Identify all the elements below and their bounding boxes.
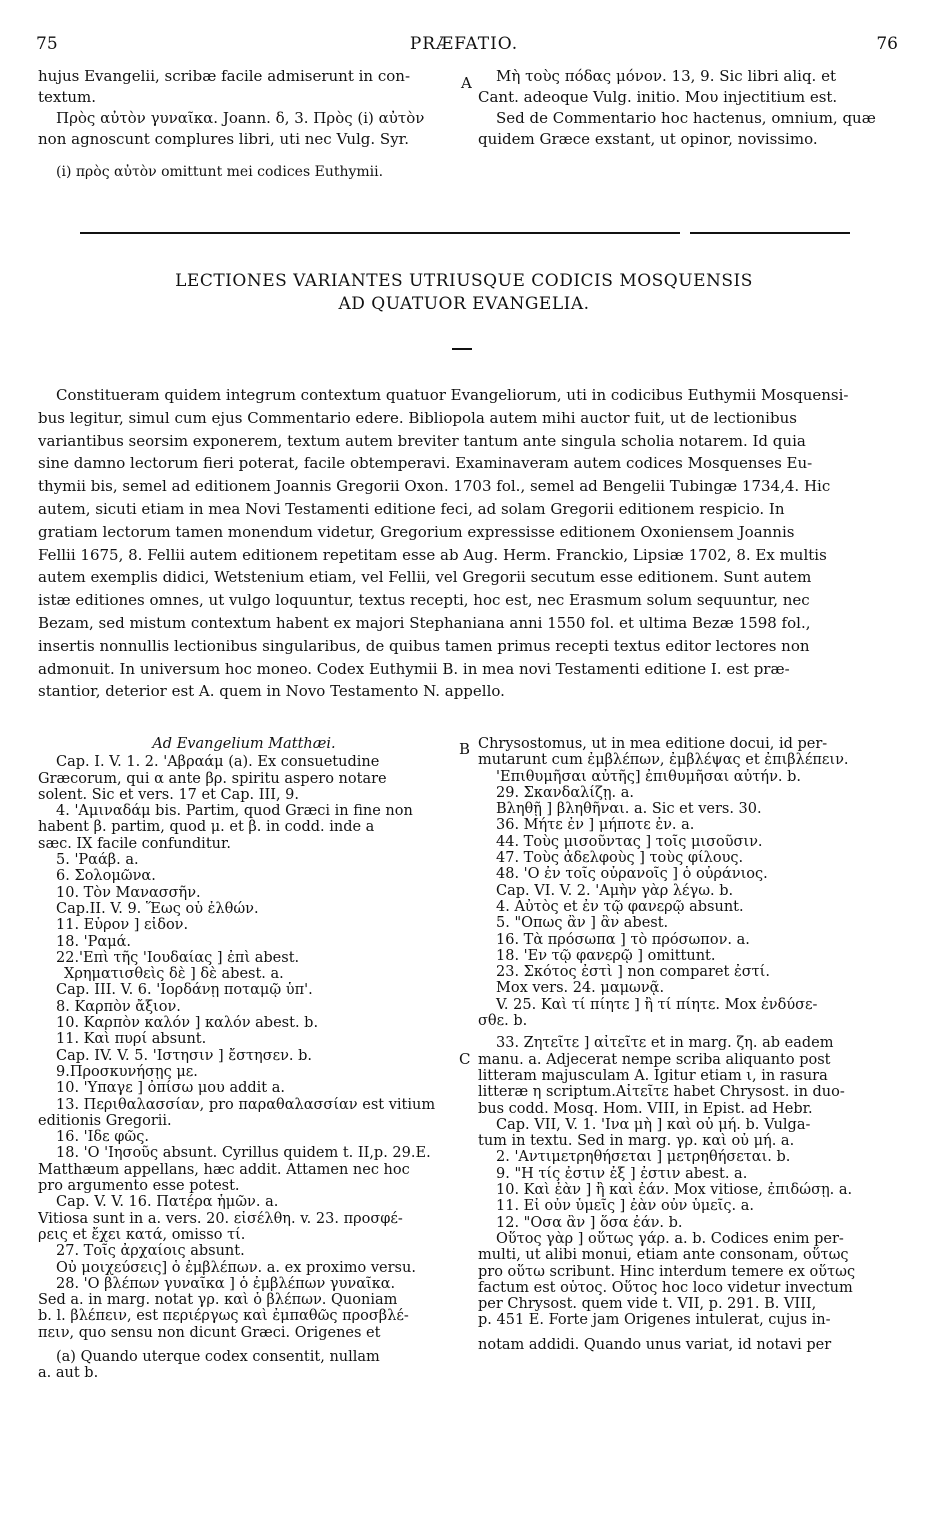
reading-line: σθε. b. — [478, 1013, 528, 1030]
footnote-a-continuation: notam addidi. Quando unus variat, id notavi per — [478, 1336, 832, 1353]
reading-line: 29. Σκανδαλίζῃ. a. — [496, 784, 635, 801]
top-left-column — [38, 66, 450, 183]
reading-line: Cap. V. V. 16. Πατέρα ἡμῶν. a. — [56, 1194, 279, 1211]
reading-line: editionis Gregorii. — [38, 1112, 172, 1129]
reading-line: 4. Αὐτὸς et ἐν τῷ φανερῷ absunt. — [496, 898, 744, 915]
reading-line: factum est οὗτος. Οὕτος hoc loco videtur invectum — [478, 1279, 853, 1296]
footnote-a-line: (a) Quando uterque codex consentit, nullam — [56, 1348, 380, 1365]
reading-line: sæc. IX facile confunditur. — [38, 835, 231, 852]
reading-line: Βληθῇ ] βληθῆναι. a. Sic et vers. 30. — [496, 801, 762, 818]
footnote-a-line: a. aut b. — [38, 1365, 99, 1382]
reading-line: 5. "Οπως ἂν ] ἂν abest. — [496, 915, 669, 932]
text-line — [38, 150, 450, 162]
text-line: Μὴ τοὺς πόδας μόνον. 13, 9. Sic libri aliq. et — [496, 67, 836, 85]
running-title: PRÆFATIO. — [409, 34, 519, 54]
reading-line: 27. Τοῖς ἀρχαίοις absunt. — [56, 1243, 245, 1260]
right-readings-column — [478, 736, 892, 1353]
reading-line: 'Επιθυμῆσαι αὐτῆς] ἐπιθυμῆσαι αὐτήν. b. — [496, 768, 802, 785]
reading-line: 28. 'Ο βλέπων γυναῖκα ] ὁ ἐμβλέπων γυναῖκα. — [56, 1275, 396, 1292]
reading-line: πειν, quo sensu non dicunt Græci. Origenes et — [38, 1324, 381, 1341]
footnote-i: (i) πρὸς αὐτὸν omittunt mei codices Euthymii. — [56, 164, 384, 180]
intro-line: thymii bis, semel ad editionem Joannis Gregorii Oxon. 1703 fol., semel ad Bengelii Tubingæ 1734,4. Hic — [38, 477, 831, 496]
reading-line: 10. 'Υπαγε ] ὀπίσω μου addit a. — [56, 1080, 285, 1097]
reading-line: 10. Καὶ ἐὰν ] ἢ καὶ ἐάν. Mox vitiose, ἐπιδώσῃ. a. — [496, 1182, 853, 1199]
reading-line: Sed a. in marg. notat γρ. καὶ ὁ βλέπων. Quoniam — [38, 1292, 398, 1309]
reading-line: 8. Καρπὸν ἄξιον. — [56, 998, 181, 1015]
reading-line: Matthæum appellans, hæc addit. Attamen nec hoc — [38, 1161, 410, 1178]
intro-line: autem exemplis didici, Wetstenium etiam, vel Fellii, vel Gregorii secutum esse editionem. Sunt autem — [38, 568, 812, 587]
intro-line: gratiam lectorum tamen monendum videtur, Gregorium expressisse editionem Oxoniensem Joannis — [38, 522, 795, 541]
section-title-line-1: LECTIONES VARIANTES UTRIUSQUE CODICIS MOSQUENSIS — [175, 271, 753, 291]
reading-line: 10. Καρπὸν καλόν ] καλόν abest. b. — [56, 1015, 319, 1032]
text-line: non agnoscunt complures libri, uti nec Vulg. Syr. — [38, 130, 409, 148]
intro-line: istæ editiones omnes, ut vulgo loquuntur, textus recepti, hoc est, nec Erasmum solum sequuntur, nec — [38, 591, 810, 610]
text-line: hujus Evangelii, scribæ facile admiserunt in con- — [38, 67, 411, 85]
reading-line: 18. 'Ραμά. — [56, 933, 132, 950]
reading-line: 4. 'Αμιναδάμ bis. Partim, quod Græci in fine non — [56, 803, 413, 820]
reading-line: 6. Σολομῶνα. — [56, 868, 156, 885]
reading-line: Cap.II. V. 9. Ἕως οὗ ἐλθών. — [56, 900, 259, 917]
page-number-right: 76 — [876, 34, 898, 54]
reading-line: pro οὕτω scribunt. Hinc interdum temere ex οὕτως — [478, 1263, 856, 1280]
reading-line: 11. Εἰ οὖν ὑμεῖς ] ἐὰν οὖν ὑμεῖς. a. — [496, 1198, 754, 1215]
reading-line: 9. "Η τίς ἐστιν ἐξ ] ἐστιν abest. a. — [496, 1165, 748, 1182]
intro-line: Bezam, sed mistum contextum habent ex majori Stephaniana anni 1550 fol. et ultima Bezæ 1598 fol., — [38, 613, 811, 632]
reading-line: Vitiosa sunt in a. vers. 20. εἰσέλθη. v. 23. προσφέ- — [38, 1210, 403, 1227]
reading-line: Cap. VI. V. 2. 'Αμὴν γὰρ λέγω. b. — [496, 882, 734, 899]
text-line: textum. — [38, 88, 97, 106]
reading-line: p. 451 E. Forte jam Origenes intulerat, cujus in- — [478, 1312, 831, 1329]
reading-line: Οὐ μοιχεύσεις] ὁ ἐμβλέπων. a. ex proximo versu. — [56, 1259, 416, 1276]
reading-line: 10. Τὸν Μανασσῆν. — [56, 884, 201, 901]
reading-line: Cap. III. V. 6. 'Ιορδάνῃ ποταμῷ ὑπ'. — [56, 982, 313, 999]
reading-line: multi, ut alibi monui, etiam ante consonam, οὕτως — [478, 1247, 849, 1264]
reading-line: 48. 'Ο ἐν τοῖς οὐρανοῖς ] ὁ οὐράνιος. — [496, 866, 768, 883]
reading-line: Cap. I. V. 1. 2. 'Αβραάμ (a). Ex consuetudine — [56, 754, 380, 771]
section-title-line-2: AD QUATUOR EVANGELIA. — [338, 294, 590, 314]
section-divider — [80, 232, 850, 234]
reading-line: 2. 'Αντιμετρηθήσεται ] μετρηθήσεται. b. — [496, 1149, 791, 1166]
reading-line: Χρηματισθεὶς δὲ ] δὲ abest. a. — [64, 966, 284, 983]
margin-marker-a: A — [461, 74, 472, 92]
top-right-column — [478, 66, 898, 150]
reading-line: 9.Προσκυνήσῃς με. — [56, 1063, 198, 1080]
reading-line: 36. Μήτε ἐν ] μήποτε ἐν. a. — [496, 817, 695, 834]
text-line: Sed de Commentario hoc hactenus, omnium, quæ — [496, 109, 876, 127]
reading-line: solent. Sic et vers. 17 et Cap. III, 9. — [38, 786, 300, 803]
reading-line: 22.'Επὶ τῆς 'Ιουδαίας ] ἐπὶ abest. — [56, 949, 300, 966]
intro-line: Constitueram quidem integrum contextum quatuor Evangeliorum, uti in codicibus Euthymii Mosquensi- — [56, 386, 849, 404]
reading-line: per Chrysost. quem vide t. VII, p. 291. B. VIII, — [478, 1296, 817, 1313]
reading-line: 16. Τὰ πρόσωπα ] τὸ πρόσωπον. a. — [496, 931, 750, 948]
reading-line: Οὕτος γὰρ ] οὕτως γάρ. a. b. Codices enim per- — [496, 1230, 844, 1247]
reading-line: bus codd. Mosq. Hom. VIII, in Epist. ad Hebr. — [478, 1100, 813, 1117]
margin-marker-b: B — [459, 740, 471, 758]
reading-line: manu. a. Adjecerat nempe scriba aliquanto post — [478, 1051, 831, 1068]
intro-line: admonuit. In universum hoc moneo. Codex Euthymii B. in mea novi Testamenti editione I. est præ- — [38, 659, 790, 678]
intro-line: autem, sicuti etiam in mea Novi Testamenti editione feci, ad solam Gregorii editionem respicio. In — [38, 499, 785, 518]
reading-line: V. 25. Καὶ τί πίητε ] ἢ τί πίητε. Mox ἐνδύσε- — [496, 996, 818, 1013]
reading-line: 11. Εὗρον ] εἶδον. — [56, 917, 189, 934]
text-line: Cant. adeoque Vulg. initio. Μου injectitium est. — [478, 88, 838, 106]
reading-line: tum in textu. Sed in marg. γρ. καὶ οὐ μή. a. — [478, 1133, 795, 1150]
section-heading: Ad Evangelium Matthæi. — [152, 736, 336, 752]
text-line: quidem Græce exstant, ut opinor, novissimo. — [478, 130, 818, 148]
intro-paragraph — [38, 384, 890, 703]
reading-line: 5. 'Ραάβ. a. — [56, 852, 139, 869]
reading-line: 47. Τοὺς ἀδελφοὺς ] τοὺς φίλους. — [496, 850, 744, 867]
reading-line: Mox vers. 24. μαμωνᾷ. — [496, 980, 665, 997]
reading-line: 16. 'Ιδε φῶς. — [56, 1129, 149, 1146]
reading-line: pro argumento esse potest. — [38, 1178, 240, 1195]
left-readings-column — [38, 736, 450, 1382]
reading-line: 13. Περιθαλασσίαν, pro παραθαλασσίαν est vitium — [56, 1096, 436, 1113]
reading-line: b. l. βλέπειν, est περιέργως καὶ ἐμπαθῶς προσβλέ- — [38, 1308, 409, 1325]
reading-line: 18. 'Ο 'Ιησοῦς absunt. Cyrillus quidem t. II,p. 29.E. — [56, 1145, 431, 1162]
margin-marker-c: C — [459, 1050, 471, 1068]
reading-line: 23. Σκότος ἐστὶ ] non comparet ἐστί. — [496, 964, 770, 981]
reading-line: Cap. VII, V. 1. 'Ινα μὴ ] καὶ οὐ μή. b. Vulga- — [496, 1116, 811, 1133]
reading-line: 44. Τοὺς μισοῦντας ] τοῖς μισοῦσιν. — [496, 833, 763, 850]
reading-line: 11. Καὶ πυρί absunt. — [56, 1031, 207, 1048]
intro-line: stantior, deterior est A. quem in Novo Testamento N. appello. — [38, 682, 505, 701]
page-number-left: 75 — [36, 34, 58, 54]
text-line: Πρὸς αὐτὸν γυναῖκα. Joann. δ, 3. Πρὸς (i) αὐτὸν — [56, 109, 425, 127]
reading-line: Græcorum, qui α ante βρ. spiritu aspero notare — [38, 770, 387, 787]
reading-line: habent β. partim, quod μ. et β. in codd. inde a — [38, 819, 375, 836]
reading-line: litteræ η scriptum.Αἰτεῖτε habet Chrysost. in duo- — [478, 1084, 845, 1101]
reading-line: ρεις et ἔχει κατά, omisso τί. — [38, 1226, 246, 1243]
reading-line: litteram majusculam A. Igitur etiam ι, in rasura — [478, 1067, 828, 1084]
intro-line: bus legitur, simul cum ejus Commentario edere. Bibliopola autem mihi auctor fuit, ut de lectionibus — [38, 408, 797, 427]
reading-line: 33. Ζητεῖτε ] αἰτεῖτε et in marg. ζη. ab eadem — [496, 1035, 834, 1052]
reading-line: mutarunt cum ἐμβλέπων, ἐμβλέψας et ἐπιβλέπειν. — [478, 752, 849, 769]
reading-line: Chrysostomus, ut in mea editione docui, id per- — [478, 736, 828, 752]
reading-line: 18. 'Εν τῷ φανερῷ ] omittunt. — [496, 947, 716, 964]
title-dash — [452, 348, 472, 350]
intro-line: variantibus seorsim exponerem, textum autem breviter tantum ante singula scholia notarem. Id quia — [38, 431, 806, 450]
intro-line: Fellii 1675, 8. Fellii autem editionem repetitam esse ab Aug. Herm. Franckio, Lipsiæ 1702, 8. Ex multis — [38, 545, 827, 564]
intro-line: insertis nonnullis lectionibus singularibus, de quibus tamen primus recepti textus editor lectores non — [38, 636, 810, 655]
reading-line: 12. "Οσα ἂν ] ὅσα ἐάν. b. — [496, 1214, 683, 1231]
reading-line: Cap. IV. V. 5. 'Ιστησιν ] ἔστησεν. b. — [56, 1047, 313, 1064]
intro-line: sine damno lectorum fieri poterat, facile obtemperavi. Examinaveram autem codices Mosquenses Eu- — [38, 454, 813, 473]
